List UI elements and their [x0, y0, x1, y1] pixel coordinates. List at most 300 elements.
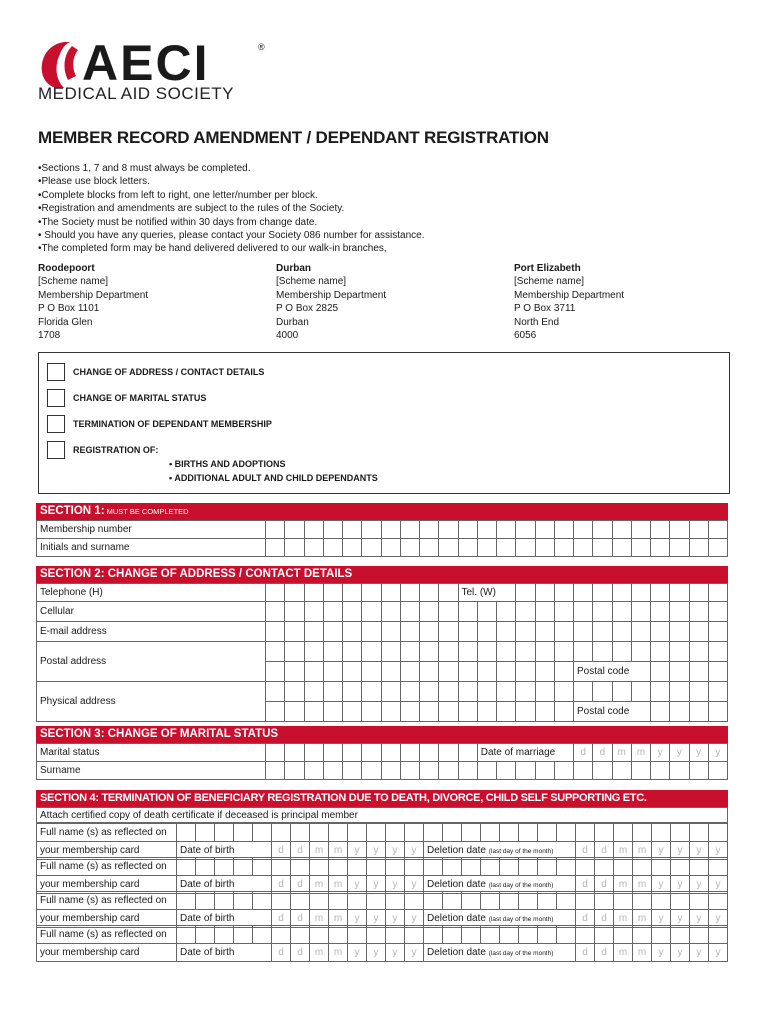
date-block[interactable]: y	[671, 842, 690, 860]
block[interactable]	[215, 858, 234, 876]
date-block[interactable]: y	[652, 944, 671, 962]
block[interactable]	[400, 744, 419, 762]
block[interactable]	[420, 539, 439, 557]
block[interactable]	[593, 642, 612, 662]
date-block[interactable]: y	[405, 910, 424, 928]
block[interactable]	[362, 584, 381, 602]
block[interactable]	[329, 892, 348, 910]
block[interactable]	[574, 602, 593, 622]
block[interactable]	[367, 926, 386, 944]
block[interactable]	[329, 858, 348, 876]
checkbox[interactable]	[47, 389, 65, 407]
checkbox[interactable]	[47, 441, 65, 459]
block[interactable]	[497, 521, 516, 539]
block[interactable]	[690, 892, 709, 910]
block[interactable]	[323, 682, 342, 702]
date-block[interactable]: d	[595, 910, 614, 928]
block[interactable]	[477, 642, 496, 662]
block[interactable]	[196, 926, 215, 944]
block[interactable]	[554, 622, 573, 642]
block[interactable]	[424, 926, 443, 944]
block[interactable]	[651, 702, 670, 722]
block[interactable]	[708, 539, 727, 557]
block[interactable]	[400, 702, 419, 722]
block[interactable]	[343, 762, 362, 780]
block[interactable]	[420, 622, 439, 642]
block[interactable]	[477, 662, 496, 682]
block[interactable]	[266, 584, 285, 602]
block[interactable]	[689, 642, 708, 662]
block[interactable]	[386, 892, 405, 910]
option-registration[interactable]	[47, 441, 158, 459]
block[interactable]	[554, 539, 573, 557]
block[interactable]	[497, 762, 516, 780]
block[interactable]	[266, 702, 285, 722]
block[interactable]	[458, 702, 477, 722]
block[interactable]	[516, 762, 535, 780]
block[interactable]	[458, 744, 477, 762]
block[interactable]	[343, 682, 362, 702]
block[interactable]	[439, 521, 458, 539]
block[interactable]	[381, 521, 400, 539]
block[interactable]	[652, 892, 671, 910]
block[interactable]	[708, 602, 727, 622]
block[interactable]	[477, 702, 496, 722]
block[interactable]	[516, 642, 535, 662]
block[interactable]	[500, 926, 519, 944]
block[interactable]	[689, 762, 708, 780]
block[interactable]	[689, 521, 708, 539]
block[interactable]	[516, 682, 535, 702]
block[interactable]	[362, 682, 381, 702]
date-block[interactable]: y	[348, 944, 367, 962]
block[interactable]	[481, 892, 500, 910]
block[interactable]	[400, 762, 419, 780]
date-block[interactable]: y	[709, 876, 728, 894]
block[interactable]	[348, 858, 367, 876]
block[interactable]	[631, 762, 650, 780]
block[interactable]	[196, 858, 215, 876]
block[interactable]	[631, 682, 650, 702]
block[interactable]	[458, 662, 477, 682]
block[interactable]	[535, 521, 554, 539]
block[interactable]	[709, 892, 728, 910]
block[interactable]	[323, 662, 342, 682]
block[interactable]	[689, 682, 708, 702]
block[interactable]	[458, 521, 477, 539]
block[interactable]	[362, 642, 381, 662]
block[interactable]	[671, 858, 690, 876]
date-block[interactable]: y	[386, 944, 405, 962]
date-block[interactable]: y	[671, 910, 690, 928]
block[interactable]	[304, 539, 323, 557]
block[interactable]	[477, 682, 496, 702]
block[interactable]	[631, 602, 650, 622]
block[interactable]	[381, 622, 400, 642]
block[interactable]	[439, 682, 458, 702]
block[interactable]	[439, 744, 458, 762]
block[interactable]	[458, 539, 477, 557]
block[interactable]	[595, 858, 614, 876]
block[interactable]	[443, 926, 462, 944]
date-block[interactable]: m	[633, 876, 652, 894]
block[interactable]	[497, 642, 516, 662]
block[interactable]	[362, 762, 381, 780]
block[interactable]	[612, 539, 631, 557]
block[interactable]	[234, 926, 253, 944]
date-block[interactable]: d	[272, 876, 291, 894]
block[interactable]	[538, 824, 557, 842]
block[interactable]	[576, 892, 595, 910]
date-block[interactable]: y	[690, 842, 709, 860]
block[interactable]	[631, 622, 650, 642]
block[interactable]	[708, 584, 727, 602]
block[interactable]	[420, 662, 439, 682]
date-block[interactable]: d	[574, 744, 593, 762]
block[interactable]	[420, 744, 439, 762]
block[interactable]	[381, 744, 400, 762]
block[interactable]	[576, 926, 595, 944]
block[interactable]	[323, 702, 342, 722]
block[interactable]	[304, 662, 323, 682]
date-block[interactable]: m	[633, 910, 652, 928]
checkbox[interactable]	[47, 415, 65, 433]
block[interactable]	[196, 824, 215, 842]
date-block[interactable]: y	[386, 910, 405, 928]
block[interactable]	[708, 682, 727, 702]
date-block[interactable]: y	[671, 876, 690, 894]
block[interactable]	[519, 892, 538, 910]
block[interactable]	[439, 622, 458, 642]
block[interactable]	[516, 584, 535, 602]
block[interactable]	[215, 892, 234, 910]
block[interactable]	[266, 662, 285, 682]
block[interactable]	[420, 521, 439, 539]
block[interactable]	[593, 762, 612, 780]
date-block[interactable]: m	[329, 910, 348, 928]
block[interactable]	[400, 642, 419, 662]
block[interactable]	[497, 702, 516, 722]
block[interactable]	[285, 682, 304, 702]
block[interactable]	[362, 539, 381, 557]
block[interactable]	[574, 622, 593, 642]
date-block[interactable]: y	[709, 944, 728, 962]
block[interactable]	[343, 642, 362, 662]
block[interactable]	[420, 584, 439, 602]
block[interactable]	[708, 702, 727, 722]
date-block[interactable]: m	[310, 910, 329, 928]
date-block[interactable]: d	[595, 842, 614, 860]
block[interactable]	[557, 892, 576, 910]
block[interactable]	[595, 892, 614, 910]
block[interactable]	[497, 539, 516, 557]
date-block[interactable]: y	[671, 944, 690, 962]
block[interactable]	[595, 824, 614, 842]
block[interactable]	[405, 926, 424, 944]
block[interactable]	[400, 682, 419, 702]
date-block[interactable]: d	[272, 842, 291, 860]
block[interactable]	[631, 642, 650, 662]
date-block[interactable]: y	[367, 842, 386, 860]
block[interactable]	[405, 824, 424, 842]
block[interactable]	[348, 926, 367, 944]
date-block[interactable]: y	[348, 876, 367, 894]
block[interactable]	[651, 521, 670, 539]
date-block[interactable]: d	[576, 944, 595, 962]
block[interactable]	[439, 539, 458, 557]
block[interactable]	[538, 926, 557, 944]
block[interactable]	[323, 744, 342, 762]
block[interactable]	[574, 539, 593, 557]
block[interactable]	[671, 926, 690, 944]
block[interactable]	[304, 602, 323, 622]
block[interactable]	[177, 926, 196, 944]
block[interactable]	[593, 682, 612, 702]
block[interactable]	[323, 622, 342, 642]
date-block[interactable]: d	[595, 944, 614, 962]
block[interactable]	[400, 622, 419, 642]
date-block[interactable]: y	[690, 876, 709, 894]
block[interactable]	[253, 858, 272, 876]
block[interactable]	[348, 824, 367, 842]
date-block[interactable]: m	[329, 842, 348, 860]
block[interactable]	[689, 539, 708, 557]
block[interactable]	[708, 662, 727, 682]
block[interactable]	[266, 744, 285, 762]
block[interactable]	[670, 602, 689, 622]
block[interactable]	[272, 858, 291, 876]
block[interactable]	[400, 662, 419, 682]
date-block[interactable]: m	[614, 842, 633, 860]
block[interactable]	[304, 521, 323, 539]
block[interactable]	[554, 602, 573, 622]
block[interactable]	[362, 744, 381, 762]
block[interactable]	[462, 892, 481, 910]
block[interactable]	[266, 521, 285, 539]
block[interactable]	[381, 682, 400, 702]
block[interactable]	[671, 892, 690, 910]
block[interactable]	[304, 744, 323, 762]
block[interactable]	[709, 858, 728, 876]
block[interactable]	[690, 858, 709, 876]
block[interactable]	[310, 858, 329, 876]
date-block[interactable]: m	[310, 842, 329, 860]
block[interactable]	[439, 584, 458, 602]
block[interactable]	[443, 892, 462, 910]
block[interactable]	[266, 642, 285, 662]
block[interactable]	[708, 642, 727, 662]
date-block[interactable]: y	[386, 842, 405, 860]
block[interactable]	[323, 762, 342, 780]
date-block[interactable]: d	[291, 910, 310, 928]
block[interactable]	[554, 662, 573, 682]
block[interactable]	[612, 622, 631, 642]
block[interactable]	[310, 824, 329, 842]
block[interactable]	[612, 642, 631, 662]
block[interactable]	[285, 662, 304, 682]
block[interactable]	[614, 858, 633, 876]
block[interactable]	[405, 858, 424, 876]
block[interactable]	[497, 622, 516, 642]
block[interactable]	[386, 858, 405, 876]
block[interactable]	[458, 682, 477, 702]
date-block[interactable]: y	[690, 910, 709, 928]
block[interactable]	[443, 858, 462, 876]
block[interactable]	[670, 539, 689, 557]
block[interactable]	[574, 584, 593, 602]
date-block[interactable]: m	[329, 876, 348, 894]
block[interactable]	[477, 521, 496, 539]
block[interactable]	[458, 642, 477, 662]
block[interactable]	[538, 892, 557, 910]
block[interactable]	[709, 926, 728, 944]
block[interactable]	[651, 682, 670, 702]
block[interactable]	[400, 584, 419, 602]
block[interactable]	[285, 702, 304, 722]
block[interactable]	[304, 622, 323, 642]
block[interactable]	[424, 892, 443, 910]
block[interactable]	[612, 602, 631, 622]
block[interactable]	[574, 521, 593, 539]
block[interactable]	[285, 602, 304, 622]
block[interactable]	[253, 892, 272, 910]
block[interactable]	[708, 762, 727, 780]
block[interactable]	[304, 762, 323, 780]
block[interactable]	[291, 926, 310, 944]
block[interactable]	[497, 602, 516, 622]
block[interactable]	[671, 824, 690, 842]
block[interactable]	[535, 602, 554, 622]
block[interactable]	[362, 662, 381, 682]
block[interactable]	[386, 926, 405, 944]
block[interactable]	[519, 824, 538, 842]
block[interactable]	[516, 662, 535, 682]
block[interactable]	[670, 662, 689, 682]
block[interactable]	[405, 892, 424, 910]
block[interactable]	[670, 584, 689, 602]
block[interactable]	[304, 702, 323, 722]
block[interactable]	[500, 824, 519, 842]
block[interactable]	[535, 682, 554, 702]
date-block[interactable]: m	[310, 876, 329, 894]
block[interactable]	[481, 824, 500, 842]
block[interactable]	[215, 824, 234, 842]
date-block[interactable]: y	[405, 876, 424, 894]
block[interactable]	[633, 824, 652, 842]
block[interactable]	[595, 926, 614, 944]
block[interactable]	[443, 824, 462, 842]
block[interactable]	[343, 521, 362, 539]
block[interactable]	[576, 824, 595, 842]
block[interactable]	[554, 584, 573, 602]
block[interactable]	[323, 642, 342, 662]
date-block[interactable]: d	[272, 944, 291, 962]
block[interactable]	[420, 702, 439, 722]
date-block[interactable]: y	[709, 842, 728, 860]
block[interactable]	[535, 702, 554, 722]
block[interactable]	[709, 824, 728, 842]
block[interactable]	[554, 521, 573, 539]
block[interactable]	[196, 892, 215, 910]
block[interactable]	[266, 602, 285, 622]
block[interactable]	[291, 858, 310, 876]
block[interactable]	[554, 682, 573, 702]
checkbox[interactable]	[47, 363, 65, 381]
block[interactable]	[343, 744, 362, 762]
block[interactable]	[386, 824, 405, 842]
date-block[interactable]: y	[386, 876, 405, 894]
block[interactable]	[253, 926, 272, 944]
block[interactable]	[516, 622, 535, 642]
block[interactable]	[177, 858, 196, 876]
date-block[interactable]: y	[348, 842, 367, 860]
date-block[interactable]: y	[367, 944, 386, 962]
block[interactable]	[329, 824, 348, 842]
block[interactable]	[670, 762, 689, 780]
date-block[interactable]: m	[633, 842, 652, 860]
block[interactable]	[266, 682, 285, 702]
block[interactable]	[439, 602, 458, 622]
block[interactable]	[652, 926, 671, 944]
block[interactable]	[477, 622, 496, 642]
block[interactable]	[557, 858, 576, 876]
block[interactable]	[458, 602, 477, 622]
block[interactable]	[234, 858, 253, 876]
block[interactable]	[670, 642, 689, 662]
block[interactable]	[381, 702, 400, 722]
option-termination[interactable]	[47, 415, 272, 433]
date-block[interactable]: y	[405, 842, 424, 860]
block[interactable]	[177, 892, 196, 910]
block[interactable]	[708, 521, 727, 539]
block[interactable]	[593, 622, 612, 642]
date-block[interactable]: d	[272, 910, 291, 928]
block[interactable]	[272, 824, 291, 842]
block[interactable]	[477, 539, 496, 557]
block[interactable]	[557, 926, 576, 944]
block[interactable]	[519, 926, 538, 944]
date-block[interactable]: y	[367, 876, 386, 894]
block[interactable]	[574, 682, 593, 702]
date-block[interactable]: m	[631, 744, 650, 762]
block[interactable]	[177, 824, 196, 842]
block[interactable]	[234, 824, 253, 842]
block[interactable]	[538, 858, 557, 876]
block[interactable]	[381, 762, 400, 780]
block[interactable]	[614, 926, 633, 944]
block[interactable]	[285, 622, 304, 642]
date-block[interactable]: m	[329, 944, 348, 962]
block[interactable]	[343, 602, 362, 622]
date-block[interactable]: y	[348, 910, 367, 928]
date-block[interactable]: y	[367, 910, 386, 928]
block[interactable]	[631, 521, 650, 539]
date-block[interactable]: y	[690, 944, 709, 962]
block[interactable]	[497, 682, 516, 702]
block[interactable]	[612, 682, 631, 702]
block[interactable]	[516, 539, 535, 557]
block[interactable]	[381, 584, 400, 602]
block[interactable]	[304, 682, 323, 702]
date-block[interactable]: d	[576, 910, 595, 928]
date-block[interactable]: y	[405, 944, 424, 962]
block[interactable]	[574, 762, 593, 780]
block[interactable]	[576, 858, 595, 876]
block[interactable]	[400, 602, 419, 622]
block[interactable]	[516, 702, 535, 722]
date-block[interactable]: d	[593, 744, 612, 762]
block[interactable]	[439, 662, 458, 682]
